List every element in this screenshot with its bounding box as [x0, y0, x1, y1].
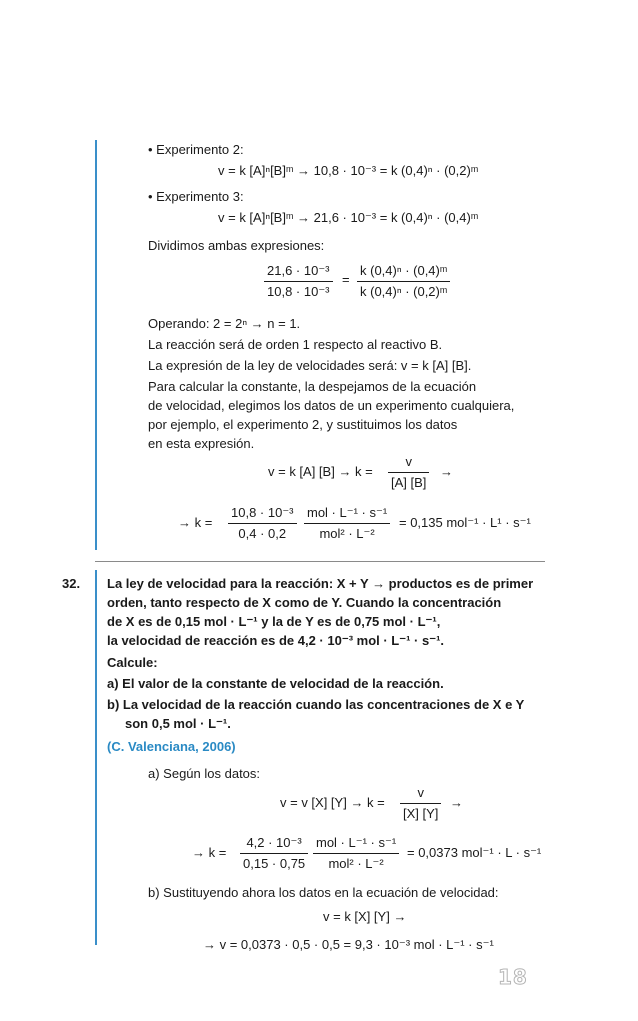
section-separator — [95, 561, 545, 562]
fraction-v-over-ab — [388, 454, 429, 491]
problem-statement-line-2: orden, tanto respecto de X como de Y. Cuando la concentración — [107, 595, 502, 610]
fraction-numerator: v — [400, 785, 441, 804]
fraction-k-units — [304, 505, 390, 542]
paragraph-line-2: de velocidad, elegimos los datos de un experimento cualquiera, — [148, 398, 515, 413]
equation-k-calc-left: → k = — [178, 515, 213, 530]
equation-experimento-3: v = k [A]ⁿ[B]ᵐ → 21,6 · 10⁻³ = k (0,4)ⁿ · (0,4)ᵐ — [218, 210, 479, 225]
equation-k-result-2: = 0,0373 mol⁻¹ · L · s⁻¹ — [407, 845, 542, 860]
solution-a-label: a) Según los datos: — [148, 766, 261, 781]
problem-statement-line-3: de X es de 0,15 mol · L⁻¹ y la de Y es de 0,75 mol · L⁻¹, — [107, 614, 441, 629]
page-number: 18 — [498, 965, 528, 989]
arrow-symbol: → — [440, 464, 453, 479]
fraction-ratio-values — [264, 263, 333, 300]
operando-text: Operando: 2 = 2ⁿ → n = 1. — [148, 316, 301, 331]
fraction-v-over-xy — [400, 785, 441, 822]
fraction-numerator: 21,6 · 10⁻³ — [264, 263, 333, 282]
fraction-denominator: mol² · L⁻² — [319, 526, 375, 541]
problem-statement-line-4: la velocidad de reacción es de 4,2 · 10⁻³ mol · L⁻¹ · s⁻¹. — [107, 633, 445, 648]
equation-k-result: = 0,135 mol⁻¹ · L¹ · s⁻¹ — [399, 515, 531, 530]
fraction-denominator: mol² · L⁻² — [328, 856, 384, 871]
bullet-experimento-2: • Experimento 2: — [148, 142, 244, 157]
divide-text: Dividimos ambas expresiones: — [148, 238, 325, 253]
paragraph-line-3: por ejemplo, el experimento 2, y sustituimos los datos — [148, 417, 458, 432]
fraction-denominator: [A] [B] — [391, 475, 427, 490]
equation-k-definition-xy: v = v [X] [Y] → k = — [280, 795, 385, 810]
equation-experimento-2: v = k [A]ⁿ[B]ᵐ → 10,8 · 10⁻³ = k (0,4)ⁿ · (0,2)ᵐ — [218, 163, 479, 178]
fraction-k-units-2 — [313, 835, 399, 872]
fraction-numerator: mol · L⁻¹ · s⁻¹ — [304, 505, 390, 524]
question-a: a) El valor de la constante de velocidad de la reacción. — [107, 676, 444, 691]
paragraph-line-1: Para calcular la constante, la despejamos de la ecuación — [148, 379, 477, 394]
fraction-denominator: [X] [Y] — [403, 806, 439, 821]
problem-number: 32. — [62, 576, 81, 591]
arrow-symbol: → — [450, 795, 463, 810]
left-margin-bar-bottom — [95, 570, 97, 945]
paragraph-line-4: en esta expresión. — [148, 436, 255, 451]
fraction-k-values-2 — [240, 835, 308, 872]
expresion-text: La expresión de la ley de velocidades será: v = k [A] [B]. — [148, 358, 472, 373]
fraction-denominator: k (0,4)ⁿ · (0,2)ᵐ — [360, 284, 448, 299]
left-margin-bar-top — [95, 140, 97, 550]
problem-statement-line-1: La ley de velocidad para la reacción: X + Y → productos es de primer — [107, 576, 534, 591]
bullet-experimento-3: • Experimento 3: — [148, 189, 244, 204]
fraction-numerator: v — [388, 454, 429, 473]
equation-k-definition: v = k [A] [B] → k = — [268, 464, 373, 479]
equation-k-calc-left-2: → k = — [192, 845, 227, 860]
problem-source: (C. Valenciana, 2006) — [107, 739, 236, 754]
fraction-ratio-expressions — [357, 263, 450, 300]
fraction-numerator: 4,2 · 10⁻³ — [240, 835, 308, 854]
fraction-denominator: 0,15 · 0,75 — [243, 856, 306, 871]
question-b-line-1: b) La velocidad de la reacción cuando las concentraciones de X e Y — [107, 697, 525, 712]
equals-sign: = — [342, 272, 350, 287]
orden-text: La reacción será de orden 1 respecto al reactivo B. — [148, 337, 443, 352]
fraction-k-values — [228, 505, 297, 542]
fraction-numerator: mol · L⁻¹ · s⁻¹ — [313, 835, 399, 854]
equation-v-result: → v = 0,0373 · 0,5 · 0,5 = 9,3 · 10⁻³ mol · L⁻¹ · s⁻¹ — [203, 937, 494, 952]
question-b-line-2: son 0,5 mol · L⁻¹. — [125, 716, 231, 731]
fraction-numerator: 10,8 · 10⁻³ — [228, 505, 297, 524]
calcule-label: Calcule: — [107, 655, 158, 670]
solution-b-label: b) Sustituyendo ahora los datos en la ecuación de velocidad: — [148, 885, 499, 900]
equation-v-definition: v = k [X] [Y] → — [323, 909, 407, 924]
fraction-denominator: 10,8 · 10⁻³ — [267, 284, 330, 299]
fraction-numerator: k (0,4)ⁿ · (0,4)ᵐ — [357, 263, 450, 282]
fraction-denominator: 0,4 · 0,2 — [238, 526, 287, 541]
